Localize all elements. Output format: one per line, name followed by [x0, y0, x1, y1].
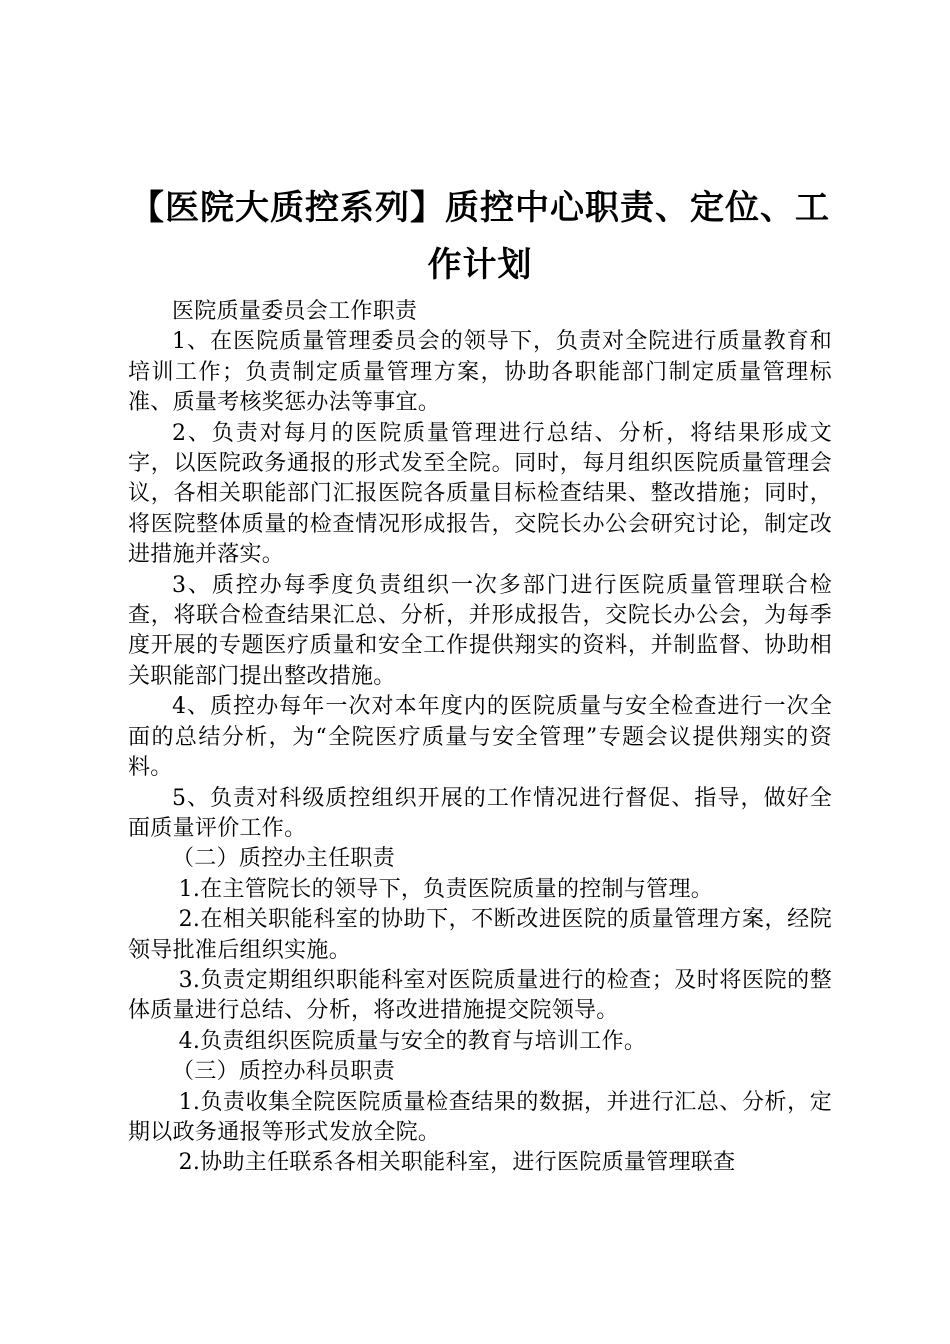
document-title: 【医院大质控系列】质控中心职责、定位、工作计划 — [130, 188, 830, 285]
section-heading-staff-duties: （三）质控办科员职责 — [172, 1059, 396, 1085]
paragraph-staff-duty-2: 2.协助主任联系各相关职能科室，进行医院质量管理联查 — [178, 1150, 736, 1176]
paragraph-duty-4: 4、质控办每年一次对本年度内的医院质量与安全检查进行一次全面的总结分析，为“全院医疗质量与安全管理”专题会议提供翔实的资料。 — [128, 694, 832, 781]
paragraph-duty-1: 1、在医院质量管理委员会的领导下，负责对全院进行质量教育和培训工作；负责制定质量管理方案，协助各职能部门制定质量管理标准、质量考核奖惩办法等事宜。 — [128, 329, 832, 416]
paragraph-duty-3: 3、质控办每季度负责组织一次多部门进行医院质量管理联合检查，将联合检查结果汇总、分析，并形成报告，交院长办公会，为每季度开展的专题医疗质量和安全工作提供翔实的资料，并制监督、协助相关职能部门提出整改措施。 — [128, 572, 832, 689]
paragraph-duty-5: 5、负责对科级质控组织开展的工作情况进行督促、指导，做好全面质量评价工作。 — [128, 785, 832, 841]
paragraph-director-duty-2: 2.在相关职能科室的协助下，不断改进医院的质量管理方案，经院领导批准后组织实施。 — [128, 907, 832, 963]
paragraph-director-duty-4: 4.负责组织医院质量与安全的教育与培训工作。 — [178, 1028, 647, 1054]
document-body — [128, 297, 832, 1179]
paragraph-director-duty-1: 1.在主管院长的领导下，负责医院质量的控制与管理。 — [178, 876, 714, 902]
section-heading-director-duties: （二）质控办主任职责 — [172, 846, 396, 872]
section-heading-committee-duties: 医院质量委员会工作职责 — [172, 299, 418, 324]
paragraph-duty-2: 2、负责对每月的医院质量管理进行总结、分析，将结果形成文字，以医院政务通报的形式发至全院。同时，每月组织医院质量管理会议，各相关职能部门汇报医院各质量目标检查结果、整改措施；同时，将医院整体质量的检查情况形成报告，交院长办公会研究讨论，制定改进措施并落实。 — [128, 420, 832, 568]
document-page — [128, 180, 832, 1179]
paragraph-director-duty-3: 3.负责定期组织职能科室对医院质量进行的检查；及时将医院的整体质量进行总结、分析，将改进措施提交院领导。 — [128, 967, 832, 1024]
paragraph-staff-duty-1: 1.负责收集全院医院质量检查结果的数据，并进行汇总、分析，定期以政务通报等形式发放全院。 — [128, 1089, 832, 1145]
